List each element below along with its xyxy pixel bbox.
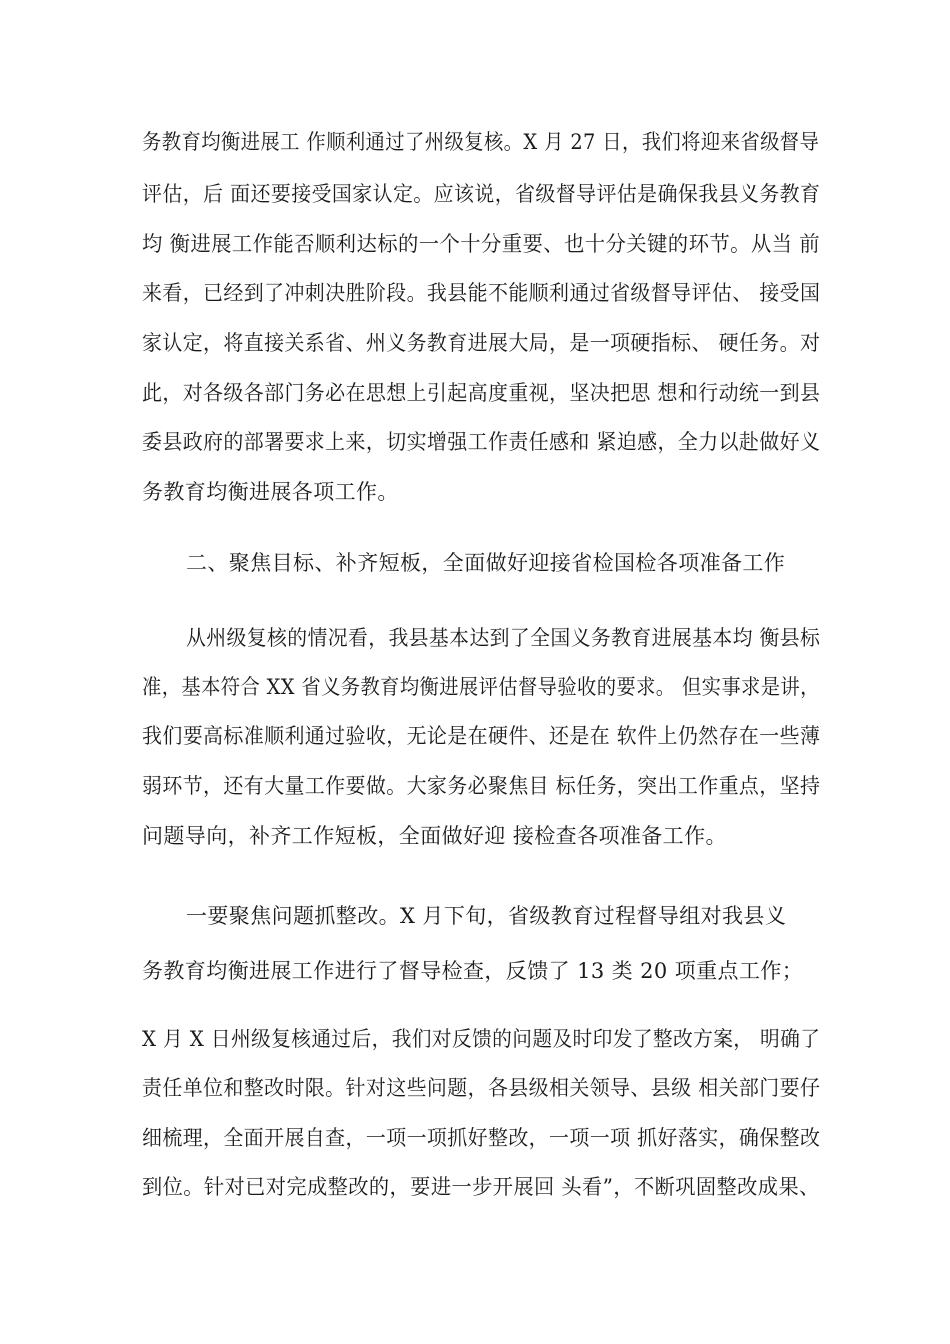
section-heading: 二、聚焦目标、补齐短板，全面做好迎接省检国检各项准备工作 — [186, 551, 786, 575]
paragraph-1-line-4: 来看，已经到了冲刺决胜阶段。我县能不能顺利通过省级督导评估、 接受国 — [142, 281, 821, 305]
paragraph-1-line-1: 务教育均衡进展工 作顺利通过了州级复核。X 月 27 日，我们将迎来省级督导 — [142, 130, 820, 154]
paragraph-1-line-3: 均 衡进展工作能否顺利达标的一个十分重要、也十分关键的环节。从当 前 — [142, 232, 820, 256]
paragraph-4-line-2: 责任单位和整改时限。针对这些问题，各县级相关领导、县级 相关部门要仔 — [142, 1076, 821, 1100]
paragraph-1-line-2: 评估，后 面还要接受国家认定。应该说，省级督导评估是确保我县义务教育 — [142, 182, 821, 206]
paragraph-1-line-6: 此，对各级各部门务必在思想上引起高度重视，坚决把思 想和行动统一到县 — [142, 381, 821, 405]
paragraph-2-line-5: 问题导向，补齐工作短板，全面做好迎 接检查各项准备工作。 — [142, 824, 727, 848]
paragraph-3-line-2: 务教育均衡进展工作进行了督导检查，反馈了 13 类 20 项重点工作； — [142, 959, 804, 983]
paragraph-4-line-3: 细梳理，全面开展自查，一项一项抓好整改，一项一项 抓好落实，确保整改 — [142, 1126, 821, 1150]
paragraph-1-line-8: 务教育均衡进展各项工作。 — [142, 480, 399, 504]
paragraph-2-line-2: 准，基本符合 XX 省义务教育均衡进展评估督导验收的要求。 但实事求是讲， — [142, 675, 820, 699]
paragraph-4-line-1: X 月 X 日州级复核通过后，我们对反馈的问题及时印发了整改方案， 明确了 — [142, 1027, 821, 1051]
paragraph-2-line-4: 弱环节，还有大量工作要做。大家务必聚焦目 标任务，突出工作重点，坚持 — [142, 774, 821, 798]
paragraph-1-line-5: 家认定，将直接关系省、州义务教育进展大局，是一项硬指标、 硬任务。对 — [142, 331, 821, 355]
paragraph-3-line-1: 一要聚焦问题抓整改。X 月下旬，省级教育过程督导组对我县义 — [186, 904, 787, 928]
paragraph-2-line-1: 从州级复核的情况看，我县基本达到了全国义务教育进展基本均 衡县标 — [186, 626, 821, 650]
paragraph-1-line-7: 委县政府的部署要求上来，切实增强工作责任感和 紧迫感，全力以赴做好义 — [142, 430, 821, 454]
paragraph-2-line-3: 我们要高标准顺利通过验收，无论是在硬件、还是在 软件上仍然存在一些薄 — [142, 724, 821, 748]
paragraph-4-line-4: 到位。针对已对完成整改的，要进一步开展回 头看”，不断巩固整改成果、 — [142, 1175, 820, 1199]
